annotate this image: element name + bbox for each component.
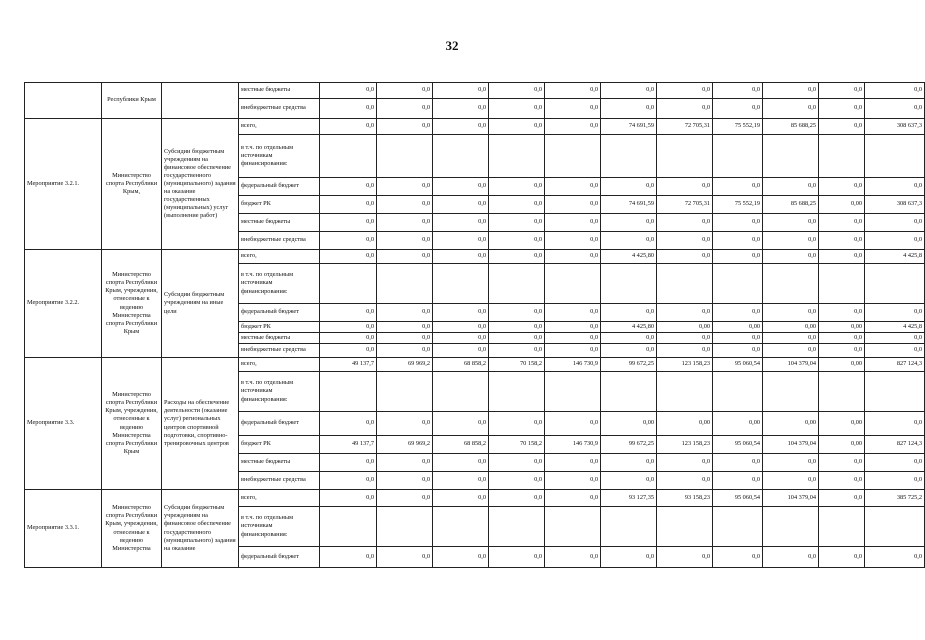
value-cell: 0,0 [601,472,657,490]
funding-source-cell: местные бюджеты [239,83,320,99]
value-cell: 0,0 [865,304,925,322]
value-cell: 0,0 [320,178,377,196]
value-cell: 0,0 [713,344,763,358]
value-cell: 0,0 [489,472,545,490]
funding-source-cell: внебюджетные средства [239,472,320,490]
value-cell: 0,0 [865,232,925,250]
value-cell: 0,0 [377,250,433,264]
event-cell: Мероприятие 3.3. [25,358,102,490]
value-cell: 0,0 [601,547,657,568]
value-cell [433,264,489,304]
value-cell: 0,0 [489,322,545,333]
value-cell: 0,0 [763,547,819,568]
value-cell: 0,00 [763,322,819,333]
value-cell: 0,0 [489,547,545,568]
value-cell: 0,0 [489,344,545,358]
value-cell: 75 552,19 [713,196,763,214]
value-cell [819,135,865,178]
value-cell: 0,0 [819,232,865,250]
value-cell [819,264,865,304]
value-cell: 0,0 [377,99,433,119]
description-cell: Субсидии бюджетным учреждениям на финансовое обеспечение государственного (муниципального) задания на оказание государственных (муниципальных) услуг (выполнение работ) [162,119,239,250]
value-cell: 0,0 [865,412,925,436]
value-cell [657,372,713,412]
value-cell: 0,0 [545,344,601,358]
value-cell: 0,0 [763,99,819,119]
value-cell: 0,00 [657,322,713,333]
value-cell: 0,0 [865,472,925,490]
value-cell [489,264,545,304]
value-cell: 0,00 [819,436,865,454]
value-cell [320,372,377,412]
value-cell: 0,0 [433,250,489,264]
value-cell: 104 379,04 [763,490,819,507]
value-cell: 0,0 [763,232,819,250]
value-cell [819,507,865,547]
table-row [25,83,925,99]
value-cell: 0,0 [657,454,713,472]
value-cell [657,135,713,178]
page-number: 32 [445,38,459,53]
funding-source-cell: федеральный бюджет [239,547,320,568]
value-cell [489,135,545,178]
value-cell: 72 705,31 [657,196,713,214]
value-cell: 0,0 [489,333,545,344]
value-cell: 0,0 [433,196,489,214]
value-cell: 0,0 [713,547,763,568]
value-cell: 0,0 [865,99,925,119]
value-cell: 0,0 [377,196,433,214]
value-cell: 0,0 [545,214,601,232]
table-row [25,250,925,264]
value-cell: 4 425,80 [601,322,657,333]
value-cell: 0,0 [320,472,377,490]
value-cell [489,507,545,547]
value-cell: 0,0 [763,304,819,322]
value-cell: 0,0 [713,250,763,264]
value-cell: 0,0 [320,454,377,472]
value-cell: 0,0 [819,99,865,119]
value-cell: 0,0 [657,333,713,344]
value-cell: 69 969,2 [377,436,433,454]
value-cell: 0,0 [763,454,819,472]
value-cell: 0,0 [489,232,545,250]
value-cell: 0,0 [657,304,713,322]
value-cell [713,264,763,304]
value-cell: 0,0 [601,344,657,358]
value-cell: 104 379,04 [763,436,819,454]
value-cell [713,135,763,178]
description-cell: Субсидии бюджетным учреждениям на финансовое обеспечение государственного (муниципального) задания на оказание [162,490,239,568]
value-cell: 0,0 [320,83,377,99]
value-cell: 0,0 [545,490,601,507]
value-cell: 0,0 [320,304,377,322]
value-cell: 0,0 [377,472,433,490]
value-cell [601,135,657,178]
value-cell: 4 425,8 [865,322,925,333]
value-cell: 0,0 [657,214,713,232]
table-row [25,358,925,372]
value-cell: 0,00 [601,412,657,436]
value-cell: 0,0 [489,412,545,436]
value-cell: 0,0 [377,547,433,568]
value-cell: 0,0 [865,83,925,99]
value-cell: 0,0 [763,333,819,344]
value-cell: 0,0 [433,547,489,568]
value-cell: 68 858,2 [433,436,489,454]
value-cell: 95 060,54 [713,490,763,507]
value-cell: 0,0 [657,344,713,358]
description-cell: Субсидии бюджетным учреждениям на иные цели [162,250,239,358]
value-cell: 0,0 [819,304,865,322]
value-cell: 0,0 [433,412,489,436]
value-cell [865,135,925,178]
table-row [25,490,925,507]
event-cell: Мероприятие 3.2.1. [25,119,102,250]
executor-cell: Министерство спорта Республики Крым, [102,119,162,250]
value-cell [489,372,545,412]
value-cell: 0,0 [713,304,763,322]
value-cell: 0,0 [819,83,865,99]
table-row [25,119,925,135]
value-cell [657,264,713,304]
value-cell: 0,0 [433,322,489,333]
value-cell: 0,0 [433,472,489,490]
value-cell: 104 379,04 [763,358,819,372]
value-cell: 0,00 [713,412,763,436]
value-cell: 0,0 [377,344,433,358]
value-cell: 0,0 [763,472,819,490]
value-cell: 69 969,2 [377,358,433,372]
value-cell: 0,0 [433,83,489,99]
value-cell: 72 705,31 [657,119,713,135]
value-cell: 0,0 [320,322,377,333]
value-cell: 75 552,19 [713,119,763,135]
value-cell: 146 730,9 [545,436,601,454]
value-cell: 0,0 [489,304,545,322]
funding-source-cell: федеральный бюджет [239,178,320,196]
value-cell [320,507,377,547]
value-cell: 4 425,8 [865,250,925,264]
value-cell: 0,0 [601,232,657,250]
value-cell [545,507,601,547]
value-cell: 0,0 [545,178,601,196]
value-cell: 0,0 [601,83,657,99]
value-cell: 0,0 [865,454,925,472]
value-cell [545,135,601,178]
value-cell: 0,0 [377,454,433,472]
value-cell: 146 730,9 [545,358,601,372]
value-cell: 0,0 [320,196,377,214]
value-cell: 99 672,25 [601,358,657,372]
value-cell: 0,0 [377,214,433,232]
value-cell [865,372,925,412]
value-cell [601,507,657,547]
value-cell: 0,0 [377,178,433,196]
value-cell: 0,0 [545,232,601,250]
value-cell: 0,0 [433,232,489,250]
value-cell: 0,0 [489,250,545,264]
value-cell: 0,0 [819,333,865,344]
value-cell: 95 060,54 [713,436,763,454]
value-cell: 0,0 [489,214,545,232]
value-cell: 93 158,23 [657,490,713,507]
value-cell: 0,0 [320,547,377,568]
funding-source-cell: в т.ч. по отдельным источникам финансирования: [239,264,320,304]
value-cell: 0,0 [489,454,545,472]
value-cell: 0,0 [657,472,713,490]
value-cell: 0,0 [865,178,925,196]
value-cell: 0,0 [657,178,713,196]
value-cell: 0,0 [320,344,377,358]
value-cell: 0,0 [819,178,865,196]
value-cell: 0,0 [713,232,763,250]
value-cell: 0,0 [433,490,489,507]
value-cell: 0,0 [433,99,489,119]
value-cell: 0,0 [545,322,601,333]
value-cell [377,507,433,547]
funding-source-cell: в т.ч. по отдельным источникам финансирования: [239,135,320,178]
value-cell: 0,0 [320,490,377,507]
value-cell [657,507,713,547]
value-cell: 0,0 [377,232,433,250]
funding-source-cell: местные бюджеты [239,214,320,232]
value-cell: 0,0 [377,333,433,344]
value-cell: 0,0 [601,454,657,472]
value-cell: 0,0 [320,250,377,264]
value-cell [601,372,657,412]
value-cell: 0,0 [763,178,819,196]
funding-source-cell: всего, [239,250,320,264]
funding-source-cell: всего, [239,119,320,135]
value-cell: 0,00 [819,196,865,214]
value-cell: 0,0 [433,454,489,472]
value-cell: 85 688,25 [763,196,819,214]
value-cell: 0,0 [713,214,763,232]
value-cell: 0,0 [433,304,489,322]
value-cell [377,372,433,412]
value-cell: 0,0 [657,83,713,99]
value-cell: 0,0 [433,178,489,196]
executor-cell: Республики Крым [102,83,162,119]
value-cell: 0,0 [545,472,601,490]
value-cell: 68 858,2 [433,358,489,372]
value-cell [713,507,763,547]
value-cell: 49 137,7 [320,358,377,372]
event-cell [25,83,102,119]
value-cell [763,507,819,547]
value-cell [320,264,377,304]
value-cell: 0,0 [545,119,601,135]
value-cell: 0,00 [819,322,865,333]
value-cell [433,135,489,178]
value-cell: 0,0 [545,333,601,344]
value-cell: 0,0 [657,250,713,264]
value-cell: 308 637,3 [865,196,925,214]
value-cell: 0,0 [657,547,713,568]
funding-source-cell: внебюджетные средства [239,99,320,119]
value-cell: 49 137,7 [320,436,377,454]
value-cell: 0,0 [865,214,925,232]
value-cell: 0,0 [489,119,545,135]
funding-source-cell: внебюджетные средства [239,232,320,250]
value-cell: 0,0 [320,232,377,250]
value-cell: 99 672,25 [601,436,657,454]
value-cell: 308 637,3 [865,119,925,135]
value-cell: 0,0 [819,490,865,507]
value-cell: 70 158,2 [489,436,545,454]
value-cell: 0,0 [320,333,377,344]
executor-cell: Министерство спорта Республики Крым, учреждения, отнесенные к ведению Министерства [102,490,162,568]
value-cell: 0,0 [763,214,819,232]
value-cell: 0,0 [865,547,925,568]
value-cell [819,372,865,412]
value-cell: 0,0 [320,214,377,232]
value-cell: 0,0 [601,214,657,232]
value-cell: 0,0 [377,412,433,436]
value-cell: 0,0 [713,454,763,472]
value-cell: 0,0 [819,344,865,358]
value-cell: 74 691,59 [601,196,657,214]
funding-source-cell: внебюджетные средства [239,344,320,358]
funding-source-cell: всего, [239,490,320,507]
value-cell: 0,0 [377,304,433,322]
value-cell [545,264,601,304]
funding-source-cell: бюджет РК [239,196,320,214]
value-cell: 0,0 [713,333,763,344]
event-cell: Мероприятие 3.3.1. [25,490,102,568]
value-cell [433,507,489,547]
value-cell: 0,0 [489,83,545,99]
value-cell: 0,0 [713,83,763,99]
value-cell [377,264,433,304]
value-cell: 0,0 [545,547,601,568]
executor-cell: Министерство спорта Республики Крым, учреждения, отнесенные к ведению Министерства спорта Республики Крым [102,250,162,358]
value-cell: 0,0 [377,490,433,507]
value-cell: 0,0 [377,83,433,99]
value-cell: 0,0 [489,178,545,196]
value-cell: 0,0 [433,214,489,232]
value-cell: 0,0 [713,178,763,196]
event-cell: Мероприятие 3.2.2. [25,250,102,358]
value-cell: 0,0 [713,99,763,119]
value-cell: 0,0 [865,344,925,358]
value-cell: 0,0 [819,454,865,472]
value-cell: 0,0 [601,178,657,196]
value-cell: 0,0 [433,333,489,344]
value-cell: 0,0 [713,472,763,490]
value-cell: 0,0 [320,119,377,135]
value-cell: 74 691,59 [601,119,657,135]
description-cell: Расходы на обеспечение деятельности (оказание услуг) региональных центров спортивной подготовки, спортивно-тренировочных центров [162,358,239,490]
value-cell: 0,0 [489,490,545,507]
value-cell: 0,0 [657,232,713,250]
value-cell: 0,0 [377,322,433,333]
value-cell: 0,00 [763,412,819,436]
funding-source-cell: федеральный бюджет [239,412,320,436]
funding-source-cell: в т.ч. по отдельным источникам финансирования: [239,372,320,412]
value-cell [865,264,925,304]
value-cell: 0,0 [433,344,489,358]
value-cell: 93 127,35 [601,490,657,507]
value-cell: 0,0 [489,99,545,119]
value-cell [433,372,489,412]
value-cell: 0,0 [819,472,865,490]
value-cell: 0,0 [601,333,657,344]
value-cell: 70 158,2 [489,358,545,372]
funding-source-cell: бюджет РК [239,322,320,333]
value-cell: 0,00 [819,412,865,436]
value-cell: 0,0 [545,304,601,322]
value-cell: 0,0 [657,99,713,119]
value-cell: 0,0 [545,196,601,214]
value-cell: 0,0 [545,412,601,436]
value-cell: 0,0 [545,454,601,472]
value-cell: 0,0 [819,547,865,568]
value-cell: 0,00 [819,358,865,372]
value-cell: 0,0 [763,250,819,264]
value-cell: 0,0 [320,412,377,436]
value-cell: 0,0 [819,214,865,232]
value-cell: 0,0 [545,99,601,119]
value-cell: 0,0 [320,99,377,119]
funding-source-cell: федеральный бюджет [239,304,320,322]
value-cell: 85 688,25 [763,119,819,135]
budget-table [24,82,925,568]
value-cell [545,372,601,412]
value-cell [320,135,377,178]
value-cell [763,372,819,412]
value-cell: 0,0 [433,119,489,135]
value-cell: 4 425,80 [601,250,657,264]
value-cell: 0,0 [819,250,865,264]
value-cell [601,264,657,304]
value-cell [377,135,433,178]
value-cell: 0,00 [657,412,713,436]
funding-source-cell: местные бюджеты [239,333,320,344]
executor-cell: Министерство спорта Республики Крым, учреждения, отнесенные к ведению Министерства спорта Республики Крым [102,358,162,490]
value-cell [713,372,763,412]
value-cell: 95 060,54 [713,358,763,372]
value-cell: 123 158,23 [657,436,713,454]
funding-source-cell: бюджет РК [239,436,320,454]
value-cell [865,507,925,547]
value-cell: 0,0 [763,83,819,99]
value-cell: 0,0 [865,333,925,344]
value-cell: 0,0 [377,119,433,135]
value-cell: 827 124,3 [865,358,925,372]
value-cell: 0,0 [763,344,819,358]
value-cell: 0,00 [713,322,763,333]
value-cell [763,264,819,304]
value-cell: 827 124,3 [865,436,925,454]
value-cell: 0,0 [545,83,601,99]
description-cell [162,83,239,119]
funding-source-cell: местные бюджеты [239,454,320,472]
value-cell: 0,0 [601,99,657,119]
funding-source-cell: всего, [239,358,320,372]
value-cell: 0,0 [601,304,657,322]
funding-source-cell: в т.ч. по отдельным источникам финансирования: [239,507,320,547]
value-cell: 385 725,2 [865,490,925,507]
value-cell: 0,0 [489,196,545,214]
value-cell: 123 158,23 [657,358,713,372]
value-cell: 0,0 [545,250,601,264]
value-cell [763,135,819,178]
value-cell: 0,0 [819,119,865,135]
